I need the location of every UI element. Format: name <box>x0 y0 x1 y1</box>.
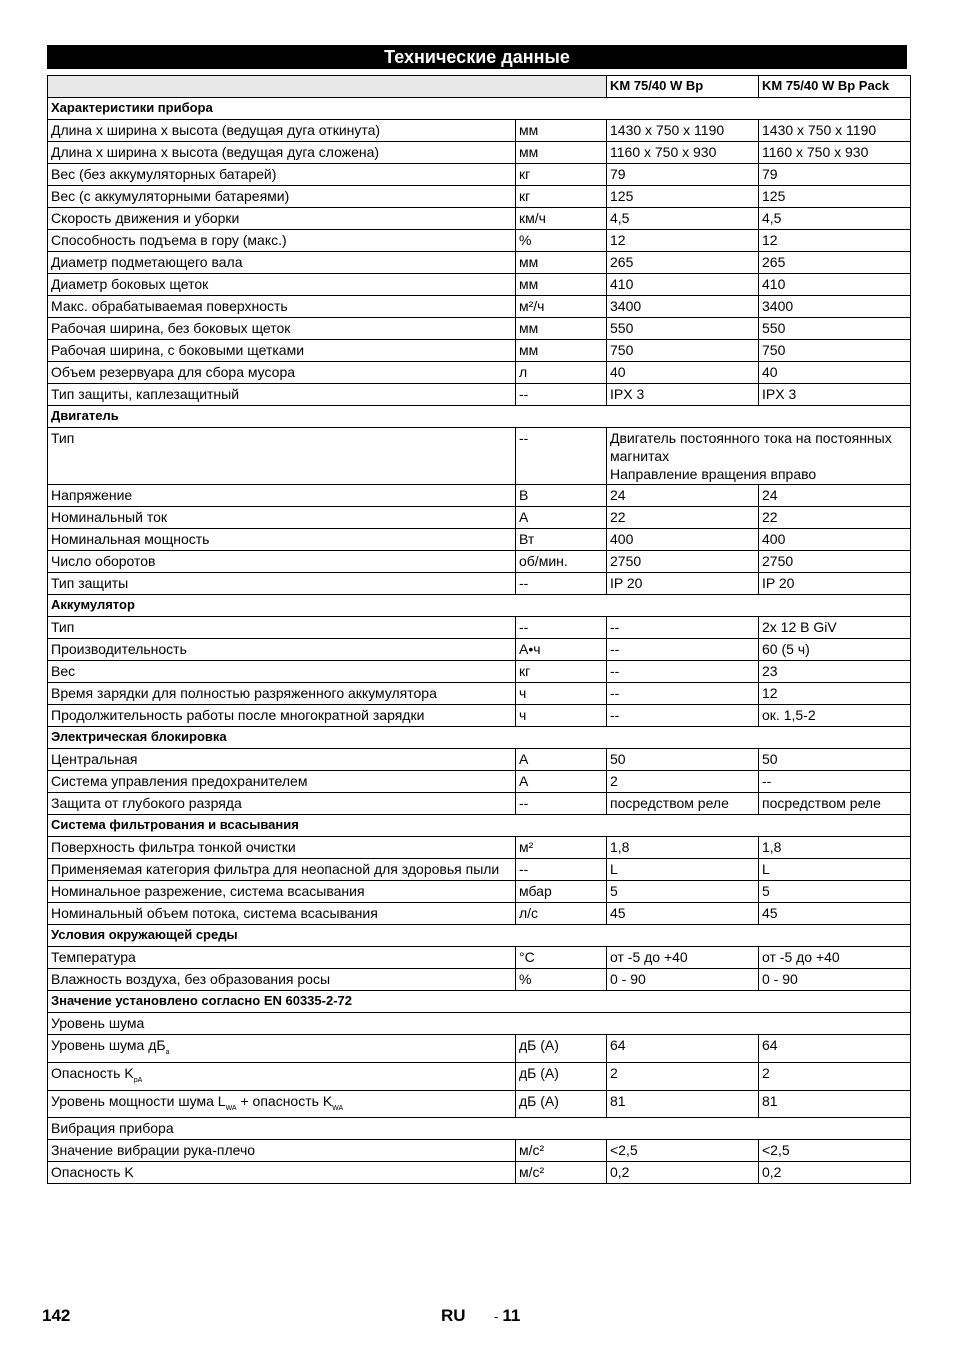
row-value-model2: 50 <box>759 749 911 771</box>
row-value-model2: IP 20 <box>759 573 911 595</box>
header-model2: KM 75/40 W Bp Pack <box>759 76 911 98</box>
table-row <box>48 661 911 683</box>
row-value-model2: 24 <box>759 485 911 507</box>
row-value-model1: 410 <box>607 274 759 296</box>
row-unit: м² <box>516 837 607 859</box>
row-label-text: Тип <box>51 619 75 635</box>
row-label-text-2: + опасность K <box>236 1092 333 1109</box>
row-label-text: Значение вибрации рука-плечо <box>51 1142 256 1159</box>
merged-value-line: Двигатель постоянного тока на постоянных магнитах <box>610 430 892 464</box>
row-label-text: Рабочая ширина, с боковыми щетками <box>51 342 305 358</box>
row-label <box>48 318 516 340</box>
header-model1: KM 75/40 W Bp <box>607 76 759 98</box>
subheading-row <box>48 1013 911 1035</box>
row-label <box>48 617 516 639</box>
row-unit: мм <box>516 340 607 362</box>
row-value-model1: 2 <box>607 1062 759 1090</box>
table-row <box>48 551 911 573</box>
row-value-model1: IP 20 <box>607 573 759 595</box>
row-label-text: Длина х ширина х высота (ведущая дуга сложена) <box>51 144 380 160</box>
row-label-text: Вес <box>51 663 76 679</box>
row-label <box>48 1035 516 1063</box>
row-unit: м²/ч <box>516 296 607 318</box>
table-row <box>48 164 911 186</box>
row-unit: В <box>516 485 607 507</box>
row-label-text: Применяемая категория фильтра для неопасной для здоровья пыли <box>51 861 500 877</box>
row-value-model1: 4,5 <box>607 208 759 230</box>
row-unit: кг <box>516 164 607 186</box>
row-label <box>48 507 516 529</box>
row-value-model2: 12 <box>759 230 911 252</box>
row-value-model2: ок. 1,5-2 <box>759 705 911 727</box>
row-label-text: Диаметр боковых щеток <box>51 276 209 292</box>
table-row <box>48 1062 911 1090</box>
table-row <box>48 683 911 705</box>
table-row <box>48 318 911 340</box>
row-unit: мм <box>516 274 607 296</box>
row-label-text: Опасность K <box>51 1164 134 1181</box>
table-row <box>48 274 911 296</box>
section-row <box>48 98 911 120</box>
row-unit: кг <box>516 661 607 683</box>
row-value-model2: 410 <box>759 274 911 296</box>
row-value-model1: посредством реле <box>607 793 759 815</box>
row-label <box>48 705 516 727</box>
row-value-model2: 0,2 <box>759 1162 911 1184</box>
row-label-text: Номинальный объем потока, система всасывания <box>51 905 378 921</box>
merged-value-line: Направление вращения вправо <box>610 466 817 482</box>
row-unit: -- <box>516 617 607 639</box>
section-row <box>48 925 911 947</box>
table-row <box>48 362 911 384</box>
row-value-model2: 0 - 90 <box>759 969 911 991</box>
section-heading: Электрическая блокировка <box>48 727 911 749</box>
row-label <box>48 485 516 507</box>
table-row <box>48 428 911 485</box>
row-unit: кг <box>516 186 607 208</box>
row-unit: -- <box>516 428 607 485</box>
row-label <box>48 969 516 991</box>
row-unit: мм <box>516 142 607 164</box>
row-value-model2: 1,8 <box>759 837 911 859</box>
row-label-text: Центральная <box>51 751 138 767</box>
subheading-label: Вибрация прибора <box>48 1118 911 1140</box>
row-value-model2: -- <box>759 771 911 793</box>
row-label-text: Вес (с аккумуляторными батареями) <box>51 188 290 204</box>
row-unit: м/с² <box>516 1162 607 1184</box>
row-unit: А•ч <box>516 639 607 661</box>
row-label-subscript: WA <box>225 1104 237 1112</box>
row-label <box>48 1162 516 1184</box>
row-label <box>48 859 516 881</box>
row-label <box>48 837 516 859</box>
row-label <box>48 1140 516 1162</box>
row-value-model1: -- <box>607 661 759 683</box>
section-heading: Характеристики прибора <box>48 98 911 120</box>
row-value-model2: 45 <box>759 903 911 925</box>
row-value-model2: 64 <box>759 1035 911 1063</box>
row-unit: м/с² <box>516 1140 607 1162</box>
table-row <box>48 507 911 529</box>
page-title: Технические данные <box>47 45 907 69</box>
table-row <box>48 1140 911 1162</box>
sub-page-value: 11 <box>502 1306 521 1325</box>
row-label-text: Уровень мощности шума L <box>51 1092 226 1109</box>
table-row <box>48 529 911 551</box>
table-row <box>48 186 911 208</box>
row-unit: ч <box>516 683 607 705</box>
row-label-text: Объем резервуара для сбора мусора <box>51 364 296 380</box>
section-row <box>48 727 911 749</box>
table-row <box>48 208 911 230</box>
section-row <box>48 595 911 617</box>
row-label <box>48 771 516 793</box>
row-unit: -- <box>516 573 607 595</box>
row-label-text: Напряжение <box>51 487 133 503</box>
header-blank-cell <box>48 76 607 98</box>
row-value-model2: 40 <box>759 362 911 384</box>
row-label-text: Тип защиты, каплезащитный <box>51 386 240 402</box>
row-value-model1: 45 <box>607 903 759 925</box>
row-value-model1: 79 <box>607 164 759 186</box>
table-row <box>48 485 911 507</box>
row-value-model1: 24 <box>607 485 759 507</box>
row-label <box>48 164 516 186</box>
row-unit: мбар <box>516 881 607 903</box>
row-value-model2: от -5 до +40 <box>759 947 911 969</box>
row-label-text: Номинальное разрежение, система всасывания <box>51 883 365 899</box>
row-label <box>48 252 516 274</box>
section-row <box>48 406 911 428</box>
row-unit: дБ (А) <box>516 1062 607 1090</box>
row-label-text: Рабочая ширина, без боковых щеток <box>51 320 291 336</box>
row-value-model1: -- <box>607 639 759 661</box>
row-label-text: Влажность воздуха, без образования росы <box>51 971 331 987</box>
row-value-model2: 265 <box>759 252 911 274</box>
row-label-subscript: a <box>165 1048 170 1056</box>
row-value-model1: 400 <box>607 529 759 551</box>
row-value-model2: 1160 x 750 x 930 <box>759 142 911 164</box>
sub-page-dash: - <box>494 1309 499 1324</box>
subheading-row <box>48 1118 911 1140</box>
row-label <box>48 749 516 771</box>
row-label <box>48 296 516 318</box>
row-value-model1: 12 <box>607 230 759 252</box>
row-label-text: Система управления предохранителем <box>51 773 308 789</box>
row-label <box>48 120 516 142</box>
row-value-model2: 79 <box>759 164 911 186</box>
row-value-model2: 60 (5 ч) <box>759 639 911 661</box>
section-heading: Значение установлено согласно EN 60335-2-72 <box>48 991 911 1013</box>
row-label <box>48 208 516 230</box>
row-value-model1: 550 <box>607 318 759 340</box>
row-label-text: Поверхность фильтра тонкой очистки <box>51 839 296 855</box>
row-value-model1: 2750 <box>607 551 759 573</box>
page-number: 142 <box>42 1306 71 1325</box>
row-value-model1: 81 <box>607 1090 759 1118</box>
row-value-model2: посредством реле <box>759 793 911 815</box>
row-value-model1: 3400 <box>607 296 759 318</box>
row-value-model1: -- <box>607 617 759 639</box>
row-value-model2: 750 <box>759 340 911 362</box>
table-row <box>48 749 911 771</box>
table-header-row <box>48 76 911 98</box>
row-label-subscript-2: WA <box>332 1104 344 1112</box>
row-value-model1: L <box>607 859 759 881</box>
row-value-model1: 22 <box>607 507 759 529</box>
table-row <box>48 384 911 406</box>
row-value-model2: IPX 3 <box>759 384 911 406</box>
table-row <box>48 142 911 164</box>
row-label <box>48 340 516 362</box>
row-value-model2: 23 <box>759 661 911 683</box>
table-row <box>48 230 911 252</box>
row-unit: А <box>516 507 607 529</box>
row-label <box>48 186 516 208</box>
row-value-model2: 12 <box>759 683 911 705</box>
row-label-text: Уровень шума дБ <box>51 1037 166 1053</box>
row-value-model1: 64 <box>607 1035 759 1063</box>
row-label-text: Диаметр подметающего вала <box>51 254 243 270</box>
row-label <box>48 639 516 661</box>
row-label <box>48 529 516 551</box>
row-value-model1: 5 <box>607 881 759 903</box>
row-value-model2: 81 <box>759 1090 911 1118</box>
row-label-text: Время зарядки для полностью разряженного аккумулятора <box>51 685 437 701</box>
row-value-model1: 40 <box>607 362 759 384</box>
row-label-text: Температура <box>51 949 136 965</box>
row-label-text: Номинальная мощность <box>51 531 210 547</box>
row-label <box>48 230 516 252</box>
row-label-text: Производительность <box>51 641 187 657</box>
row-unit: -- <box>516 859 607 881</box>
row-unit: % <box>516 969 607 991</box>
row-value-model2: <2,5 <box>759 1140 911 1162</box>
row-label-text: Опасность K <box>51 1064 134 1081</box>
row-label <box>48 573 516 595</box>
section-row <box>48 991 911 1013</box>
table-row <box>48 296 911 318</box>
row-value-model2: 2x 12 В GiV <box>759 617 911 639</box>
row-unit: А <box>516 749 607 771</box>
section-heading: Аккумулятор <box>48 595 911 617</box>
table-row <box>48 252 911 274</box>
row-label <box>48 793 516 815</box>
row-label <box>48 142 516 164</box>
row-value-model1: 1430 x 750 x 1190 <box>607 120 759 142</box>
row-label: Тип <box>48 428 516 485</box>
row-label <box>48 881 516 903</box>
row-unit: км/ч <box>516 208 607 230</box>
row-label-text: Макс. обрабатываемая поверхность <box>51 298 288 314</box>
sub-page-number <box>494 1306 520 1326</box>
row-unit: Вт <box>516 529 607 551</box>
row-value-model2: 2750 <box>759 551 911 573</box>
row-value-model2: 5 <box>759 881 911 903</box>
row-unit: дБ (А) <box>516 1090 607 1118</box>
row-value-model1: 125 <box>607 186 759 208</box>
section-heading: Двигатель <box>48 406 911 428</box>
row-unit: -- <box>516 793 607 815</box>
row-unit: мм <box>516 318 607 340</box>
section-heading: Условия окружающей среды <box>48 925 911 947</box>
row-label <box>48 274 516 296</box>
row-value-model1: 265 <box>607 252 759 274</box>
table-row <box>48 1035 911 1063</box>
row-merged-value <box>607 428 911 485</box>
row-unit: ч <box>516 705 607 727</box>
row-value-model2: 22 <box>759 507 911 529</box>
row-label <box>48 661 516 683</box>
row-unit: -- <box>516 384 607 406</box>
row-label <box>48 551 516 573</box>
table-row <box>48 639 911 661</box>
row-label-text: Длина х ширина х высота (ведущая дуга откинута) <box>51 122 381 138</box>
row-unit: об/мин. <box>516 551 607 573</box>
spec-table <box>47 75 911 1184</box>
row-value-model1: <2,5 <box>607 1140 759 1162</box>
table-row <box>48 859 911 881</box>
row-value-model2: 2 <box>759 1062 911 1090</box>
row-value-model1: 1160 x 750 x 930 <box>607 142 759 164</box>
table-row <box>48 947 911 969</box>
row-value-model1: 0,2 <box>607 1162 759 1184</box>
row-value-model1: 0 - 90 <box>607 969 759 991</box>
row-value-model1: -- <box>607 683 759 705</box>
row-value-model2: 125 <box>759 186 911 208</box>
row-value-model1: 2 <box>607 771 759 793</box>
table-row <box>48 120 911 142</box>
row-label-text: Скорость движения и уборки <box>51 210 240 226</box>
row-value-model2: 400 <box>759 529 911 551</box>
row-value-model2: 4,5 <box>759 208 911 230</box>
row-unit: л/с <box>516 903 607 925</box>
row-value-model1: -- <box>607 705 759 727</box>
row-unit: дБ (А) <box>516 1035 607 1063</box>
row-label-text: Число оборотов <box>51 553 156 569</box>
table-row <box>48 340 911 362</box>
row-label-text: Продолжительность работы после многократной зарядки <box>51 707 425 723</box>
row-value-model1: от -5 до +40 <box>607 947 759 969</box>
table-row <box>48 705 911 727</box>
table-row <box>48 837 911 859</box>
row-label-text: Защита от глубокого разряда <box>51 795 242 811</box>
row-value-model2: 1430 x 750 x 1190 <box>759 120 911 142</box>
row-value-model2: 3400 <box>759 296 911 318</box>
row-unit: мм <box>516 120 607 142</box>
row-unit: мм <box>516 252 607 274</box>
row-label-subscript: pA <box>133 1076 143 1084</box>
row-label <box>48 1062 516 1090</box>
section-row <box>48 815 911 837</box>
table-row <box>48 573 911 595</box>
row-label <box>48 683 516 705</box>
table-row <box>48 617 911 639</box>
row-label <box>48 947 516 969</box>
table-row <box>48 793 911 815</box>
language-code: RU <box>441 1306 466 1325</box>
row-label <box>48 1090 516 1118</box>
table-row <box>48 1162 911 1184</box>
row-label <box>48 903 516 925</box>
row-label-text: Тип защиты <box>51 575 129 591</box>
row-label-text: Способность подъема в гору (макс.) <box>51 232 287 248</box>
row-label <box>48 362 516 384</box>
table-row <box>48 969 911 991</box>
row-value-model1: 50 <box>607 749 759 771</box>
spec-table-body <box>48 76 911 1184</box>
row-label-text: Вес (без аккумуляторных батарей) <box>51 166 277 182</box>
table-row <box>48 881 911 903</box>
row-value-model2: 550 <box>759 318 911 340</box>
row-value-model1: 1,8 <box>607 837 759 859</box>
row-unit: л <box>516 362 607 384</box>
row-value-model1: IPX 3 <box>607 384 759 406</box>
row-unit: А <box>516 771 607 793</box>
row-unit: % <box>516 230 607 252</box>
row-unit: °С <box>516 947 607 969</box>
subheading-label: Уровень шума <box>48 1013 911 1035</box>
row-label-text: Номинальный ток <box>51 509 167 525</box>
table-row <box>48 903 911 925</box>
table-row <box>48 1090 911 1118</box>
row-label <box>48 384 516 406</box>
row-value-model2: L <box>759 859 911 881</box>
section-heading: Система фильтрования и всасывания <box>48 815 911 837</box>
table-row <box>48 771 911 793</box>
row-value-model1: 750 <box>607 340 759 362</box>
